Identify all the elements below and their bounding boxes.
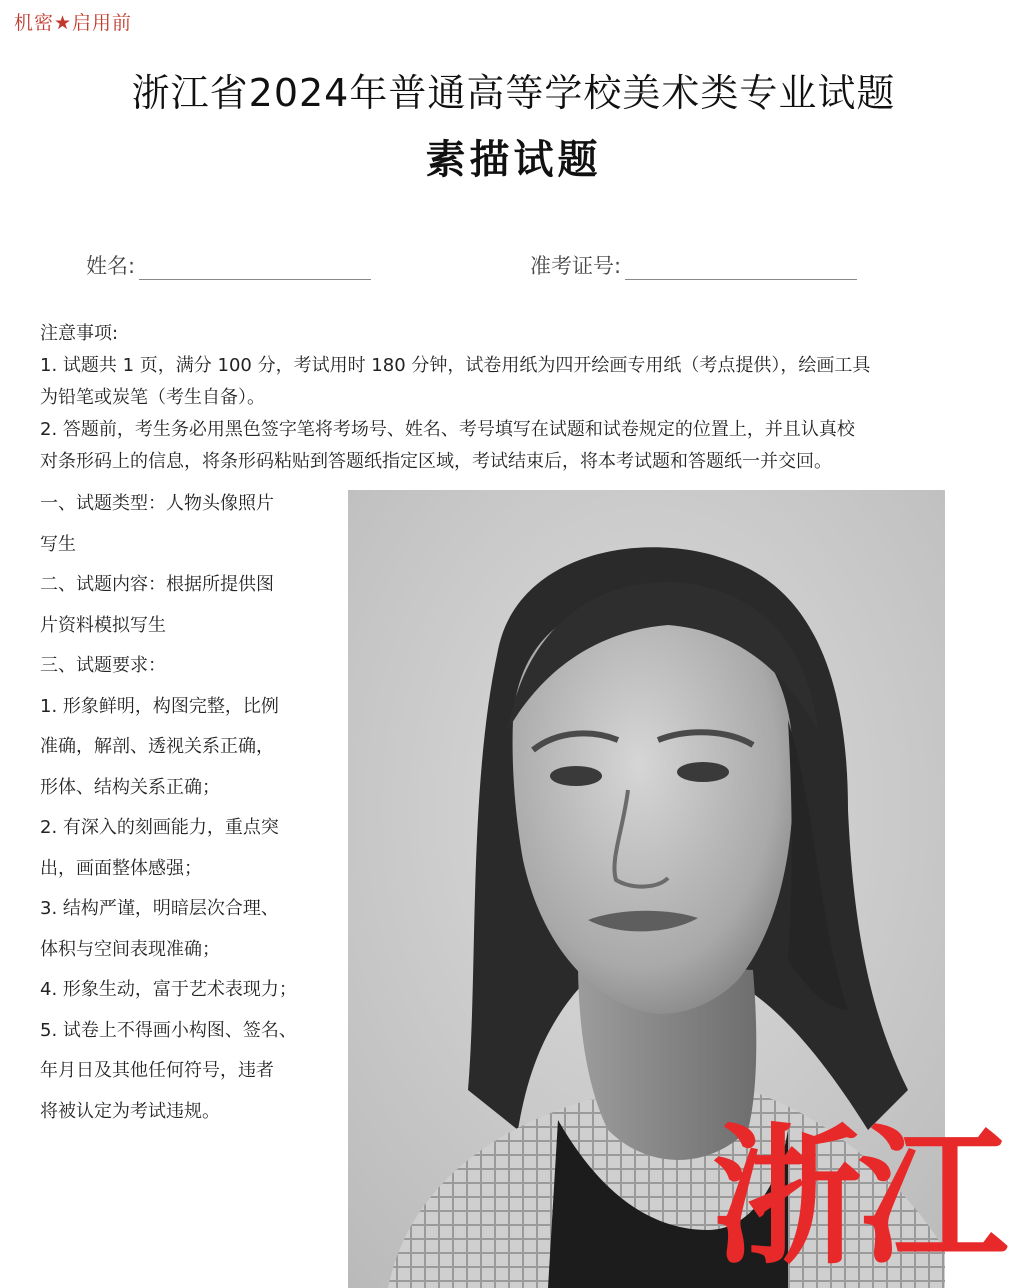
exam-id-blank-line [625, 255, 857, 280]
requirement-line: 片资料模拟写生 [40, 614, 166, 636]
confidential-label: 机密★启用前 [14, 12, 133, 34]
exam-id-label: 准考证号: [530, 254, 622, 278]
name-blank-line [139, 255, 371, 280]
requirement-line: 将被认定为考试违规。 [40, 1100, 220, 1122]
notes-line: 1. 试题共 1 页，满分 100 分，考试用时 180 分钟，试卷用纸为四开绘画专用纸（考点提供），绘画工具 [40, 355, 871, 376]
requirement-line: 准确，解剖、透视关系正确， [40, 736, 274, 757]
requirement-line: 出，画面整体感强； [40, 857, 202, 879]
notes-line: 2. 答题前，考生务必用黑色签字笔将考场号、姓名、考号填写在试题和试卷规定的位置上，并且认真校 [40, 419, 855, 440]
requirement-line: 年月日及其他任何符号，违者 [40, 1060, 274, 1081]
requirement-line: 4. 形象生动，富于艺术表现力； [40, 979, 297, 1000]
requirements-column [40, 484, 340, 1132]
notes-heading: 注意事项: [40, 323, 119, 344]
notes-line: 为铅笔或炭笔（考生自备）。 [40, 387, 265, 408]
requirement-line: 三、试题要求： [40, 655, 166, 676]
requirement-line: 2. 有深入的刻画能力，重点突 [40, 817, 279, 838]
notes-line: 对条形码上的信息，将条形码粘贴到答题纸指定区域，考试结束后，将本考试题和答题纸一并交回。 [40, 451, 832, 472]
exam-subtitle: 素描试题 [425, 137, 602, 183]
name-label: 姓名: [86, 254, 136, 278]
name-field [86, 250, 371, 280]
requirement-line: 写生 [40, 533, 76, 555]
notes-section [40, 318, 980, 478]
requirement-line: 3. 结构严谨，明暗层次合理、 [40, 898, 279, 919]
requirement-line: 一、试题类型：人物头像照片 [40, 493, 274, 514]
requirement-line: 二、试题内容：根据所提供图 [40, 574, 274, 595]
requirement-line: 形体、结构关系正确； [40, 776, 220, 798]
exam-title: 浙江省2024年普通高等学校美术类专业试题 [131, 71, 896, 115]
exam-id-field [530, 250, 857, 280]
requirement-line: 体积与空间表现准确； [40, 938, 220, 960]
requirement-line: 5. 试卷上不得画小构图、签名、 [40, 1019, 297, 1041]
requirement-line: 1. 形象鲜明，构图完整，比例 [40, 695, 279, 717]
region-watermark: 浙江 [712, 1111, 1005, 1285]
